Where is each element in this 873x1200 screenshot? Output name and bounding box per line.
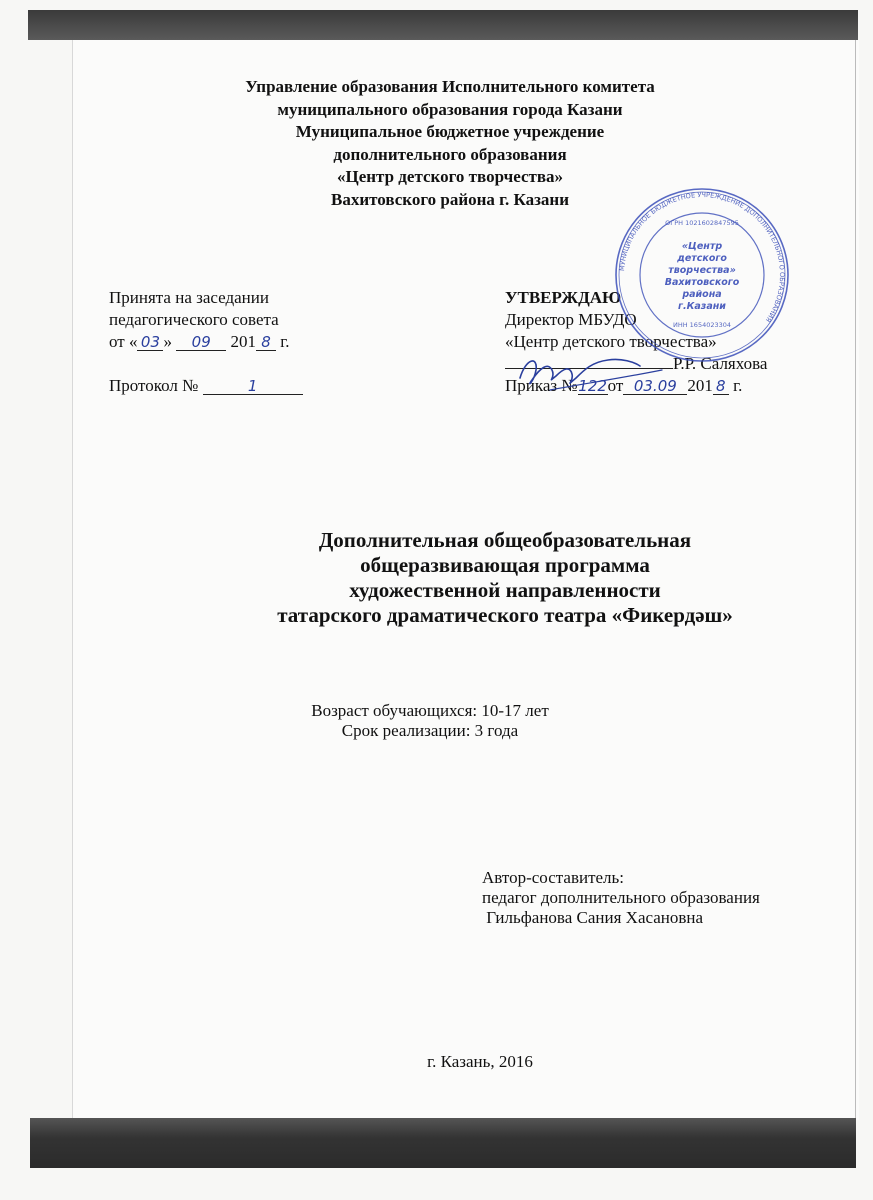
- author-label: Автор-составитель:: [482, 868, 625, 887]
- accepted-date-line: [109, 331, 303, 353]
- accepted-line-1: Принята на заседании: [109, 288, 269, 307]
- date-prefix: от «: [109, 332, 138, 351]
- stamp-center-line: детского: [677, 253, 727, 264]
- order-year-digit: 8: [713, 378, 729, 395]
- stamp-center-line: г.Казани: [678, 301, 726, 312]
- approval-line-1: Директор МБУДО: [505, 310, 637, 329]
- stamp-center-line: «Центр: [681, 241, 723, 252]
- program-info: [300, 701, 560, 741]
- program-title-line: татарского драматического театра «Фикердәш»: [277, 603, 733, 627]
- approval-line-2: «Центр детского творчества»: [505, 332, 717, 351]
- order-label: Приказ №: [505, 376, 578, 395]
- order-date: 03.09: [623, 378, 687, 395]
- spacer: [109, 353, 303, 375]
- date-year-digit: 8: [256, 334, 276, 351]
- date-month: 09: [176, 334, 226, 351]
- header-line: дополнительного образования: [333, 144, 567, 164]
- order-year-prefix: 201: [687, 376, 713, 395]
- stamp-center-line: Вахитовского: [664, 277, 740, 288]
- order-number: 122: [578, 377, 607, 395]
- header-line: Управление образования Исполнительного комитета: [245, 77, 655, 96]
- page-edge-line: [855, 40, 856, 1120]
- student-age: Возраст обучающихся: 10-17 лет: [311, 701, 549, 720]
- city-year: г. Казань, 2016: [427, 1052, 533, 1071]
- program-duration: Срок реализации: 3 года: [341, 721, 519, 740]
- header-line: Вахитовского района г. Казани: [330, 189, 569, 209]
- program-title-line: художественной направленности: [349, 578, 661, 602]
- stamp-inn: ИНН 1654023304: [672, 321, 732, 329]
- protocol-number: 1: [203, 378, 303, 395]
- director-signature: [512, 348, 672, 398]
- scan-bottom-edge: [30, 1118, 856, 1168]
- director-name: Р.Р. Саляхова: [673, 354, 768, 373]
- protocol-line: [109, 375, 303, 397]
- protocol-label: Протокол №: [109, 376, 199, 395]
- date-day: 03: [137, 334, 163, 351]
- program-title-line: Дополнительная общеобразовательная: [318, 528, 692, 552]
- order-suffix: г.: [733, 376, 743, 395]
- author-position: педагог дополнительного образования: [482, 888, 760, 907]
- acceptance-block: [109, 287, 303, 397]
- stamp-center-line: творчества»: [668, 265, 736, 276]
- date-mid: »: [163, 332, 172, 351]
- header-line: «Центр детского творчества»: [336, 167, 564, 187]
- stamp-ogrn: ОГРН 1021602847595: [665, 219, 739, 227]
- date-year-prefix: 201: [230, 332, 256, 351]
- approval-title: УТВЕРЖДАЮ: [505, 288, 622, 307]
- author-block: [482, 868, 760, 928]
- author-name: Гильфанова Сания Хасановна: [482, 908, 704, 927]
- header-line: Муниципальное бюджетное учреждение: [295, 122, 605, 142]
- date-suffix: г.: [280, 332, 290, 351]
- stamp-ring-text: МУНИЦИПАЛЬНОЕ БЮДЖЕТНОЕ УЧРЕЖДЕНИЕ ДОПОЛНИТЕЛЬНОГО ОБРАЗОВАНИЯ: [618, 190, 787, 324]
- scan-top-edge: [28, 10, 858, 40]
- program-title-line: общеразвивающая программа: [360, 553, 650, 577]
- order-from: от: [607, 376, 624, 395]
- stamp-center-line: района: [682, 289, 722, 300]
- header-line: муниципального образования города Казани: [277, 99, 623, 119]
- official-stamp: [612, 185, 792, 365]
- accepted-line-2: педагогического совета: [109, 310, 279, 329]
- program-title: [180, 528, 830, 628]
